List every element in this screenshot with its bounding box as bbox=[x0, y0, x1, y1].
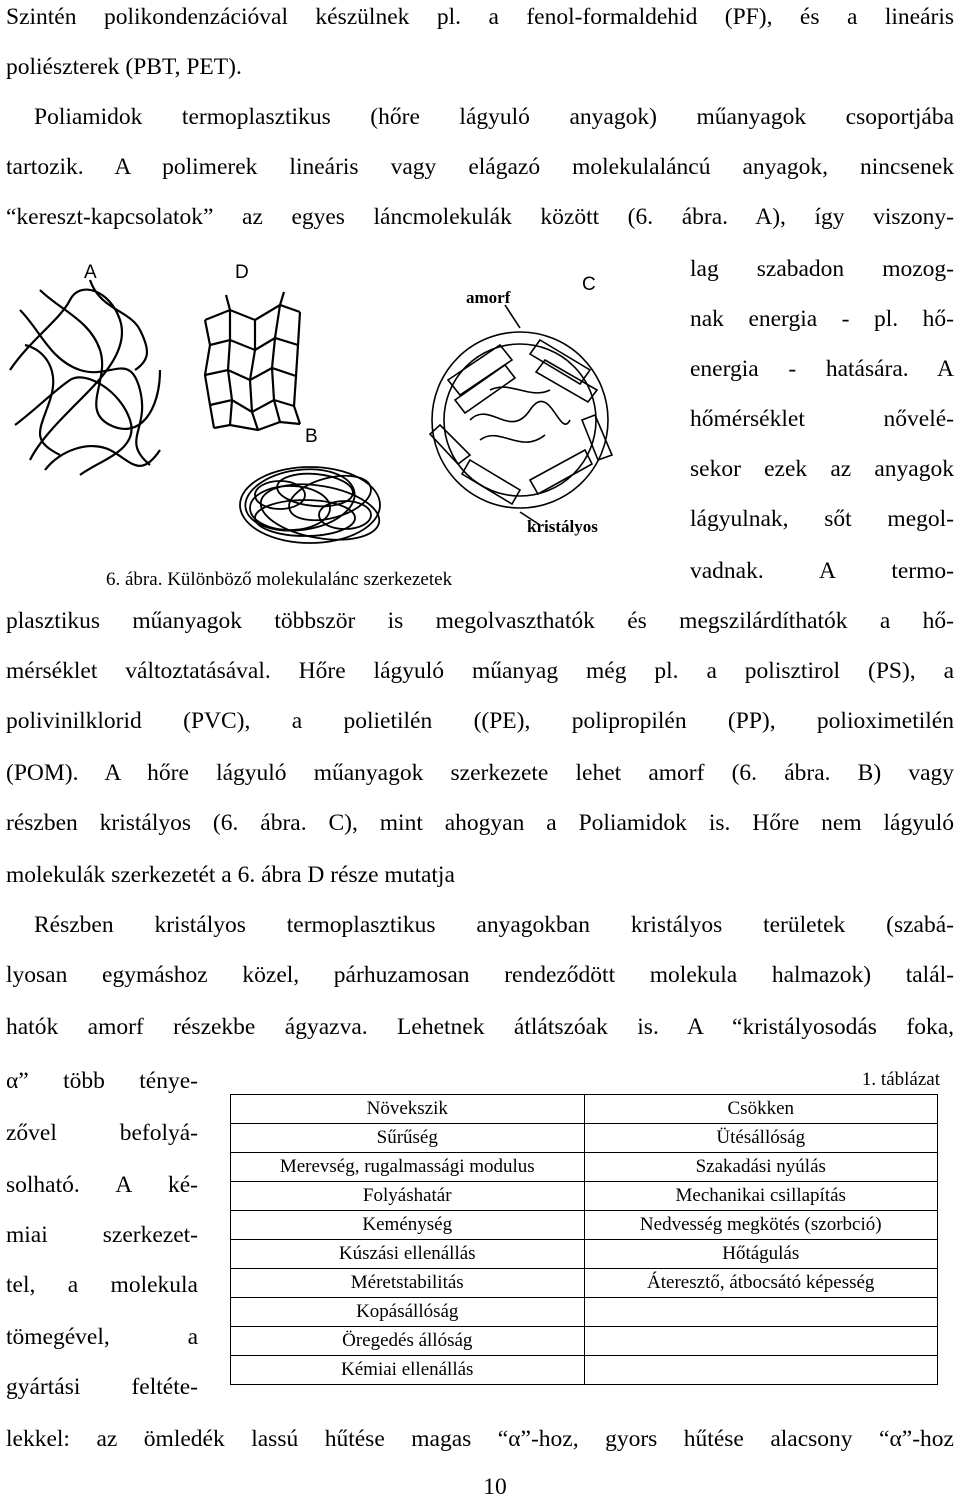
properties-table bbox=[230, 1094, 938, 1385]
text-line: Poliamidok termoplasztikus (hőre lágyuló anyagok) műanyagok csoportjába bbox=[34, 104, 954, 130]
figure-label-d: D bbox=[235, 262, 249, 283]
figure-label-b: B bbox=[305, 426, 318, 447]
table-cell: Nedvesség megkötés (szorbció) bbox=[584, 1211, 938, 1240]
table-cell: Áteresztő, átbocsátó képesség bbox=[584, 1269, 938, 1298]
text-line: molekulák szerkezetét a 6. ábra D része mutatja bbox=[6, 862, 455, 888]
table-row bbox=[231, 1356, 938, 1385]
page-number: 10 bbox=[483, 1474, 507, 1500]
text-line: (POM). A hőre lágyuló műanyagok szerkezete lehet amorf (6. ábra. B) vagy bbox=[6, 760, 954, 786]
table-cell: Folyáshatár bbox=[231, 1182, 585, 1211]
table-row bbox=[231, 1211, 938, 1240]
table-row bbox=[231, 1298, 938, 1327]
table-header-cell: Csökken bbox=[584, 1095, 938, 1124]
text-line: energia - hatására. A bbox=[690, 356, 954, 382]
table-row bbox=[231, 1327, 938, 1356]
figure-label-a: A bbox=[84, 262, 97, 283]
text-line: Részben kristályos termoplasztikus anyagokban kristályos területek (szabá- bbox=[34, 912, 954, 938]
text-line: lyosan egymáshoz közel, párhuzamosan rendeződött molekula halmazok) talál- bbox=[6, 962, 954, 988]
table-cell: Méretstabilitás bbox=[231, 1269, 585, 1298]
table-cell: Kúszási ellenállás bbox=[231, 1240, 585, 1269]
table-header-cell: Növekszik bbox=[231, 1095, 585, 1124]
table-cell bbox=[584, 1327, 938, 1356]
text-line: nak energia - pl. hő- bbox=[690, 306, 954, 332]
table-header-row bbox=[231, 1095, 938, 1124]
table-cell bbox=[584, 1298, 938, 1327]
table-cell: Ütésállóság bbox=[584, 1124, 938, 1153]
table-row bbox=[231, 1240, 938, 1269]
table-cell: Szakadási nyúlás bbox=[584, 1153, 938, 1182]
table-caption: 1. táblázat bbox=[861, 1069, 940, 1090]
text-line: α” több ténye- bbox=[6, 1068, 198, 1094]
text-line: poliészterek (PBT, PET). bbox=[6, 54, 242, 80]
text-line: solható. A ké- bbox=[6, 1172, 198, 1198]
text-line: lekkel: az ömledék lassú hűtése magas “α”-hoz, gyors hűtése alacsony “α”-hoz bbox=[6, 1426, 954, 1452]
table-cell: Mechanikai csillapítás bbox=[584, 1182, 938, 1211]
table-cell: Kémiai ellenállás bbox=[231, 1356, 585, 1385]
text-line: sekor ezek az anyagok bbox=[690, 456, 954, 482]
text-line: részben kristályos (6. ábra. C), mint ahogyan a Poliamidok is. Hőre nem lágyuló bbox=[6, 810, 954, 836]
text-line: mérséklet változtatásával. Hőre lágyuló műanyag még pl. a polisztirol (PS), a bbox=[6, 658, 954, 684]
text-line: tel, a molekula bbox=[6, 1272, 198, 1298]
text-line: zővel befolyá- bbox=[6, 1120, 198, 1146]
text-line: vadnak. A termo- bbox=[690, 558, 954, 584]
text-line: hőmérséklet nővelé- bbox=[690, 406, 954, 432]
table-cell: Hőtágulás bbox=[584, 1240, 938, 1269]
table-cell: Sűrűség bbox=[231, 1124, 585, 1153]
text-line: hatók amorf részekbe ágyazva. Lehetnek átlátszóak is. A “kristályosodás foka, bbox=[6, 1014, 954, 1040]
text-line: plasztikus műanyagok többször is megolvaszthatók és megszilárdíthatók a hő- bbox=[6, 608, 954, 634]
text-line: gyártási feltéte- bbox=[6, 1374, 198, 1400]
figure-label-c: C bbox=[582, 274, 596, 295]
table-cell bbox=[584, 1356, 938, 1385]
text-line: miai szerkezet- bbox=[6, 1222, 198, 1248]
table-row bbox=[231, 1153, 938, 1182]
table-cell: Merevség, rugalmassági modulus bbox=[231, 1153, 585, 1182]
figure-label-amorf: amorf bbox=[466, 288, 511, 307]
table-row bbox=[231, 1124, 938, 1153]
table-cell: Kopásállóság bbox=[231, 1298, 585, 1327]
table-row bbox=[231, 1182, 938, 1211]
text-line: polivinilklorid (PVC), a polietilén ((PE), polipropilén (PP), polioximetilén bbox=[6, 708, 954, 734]
table-row bbox=[231, 1269, 938, 1298]
table-cell: Keménység bbox=[231, 1211, 585, 1240]
figure-caption: 6. ábra. Különböző molekulalánc szerkezetek bbox=[106, 569, 453, 590]
text-line: Szintén polikondenzációval készülnek pl. a fenol-formaldehid (PF), és a lineáris bbox=[6, 4, 954, 30]
text-line: tömegével, a bbox=[6, 1324, 198, 1350]
text-line: lag szabadon mozog- bbox=[690, 256, 954, 282]
text-line: lágyulnak, sőt megol- bbox=[690, 506, 954, 532]
text-line: “kereszt-kapcsolatok” az egyes láncmolekulák között (6. ábra. A), így viszony- bbox=[6, 204, 954, 230]
text-line: tartozik. A polimerek lineáris vagy elágazó molekulaláncú anyagok, nincsenek bbox=[6, 154, 954, 180]
molecular-chain-figure bbox=[0, 250, 672, 562]
figure-label-kristalyos: kristályos bbox=[527, 517, 598, 536]
table-cell: Öregedés állóság bbox=[231, 1327, 585, 1356]
